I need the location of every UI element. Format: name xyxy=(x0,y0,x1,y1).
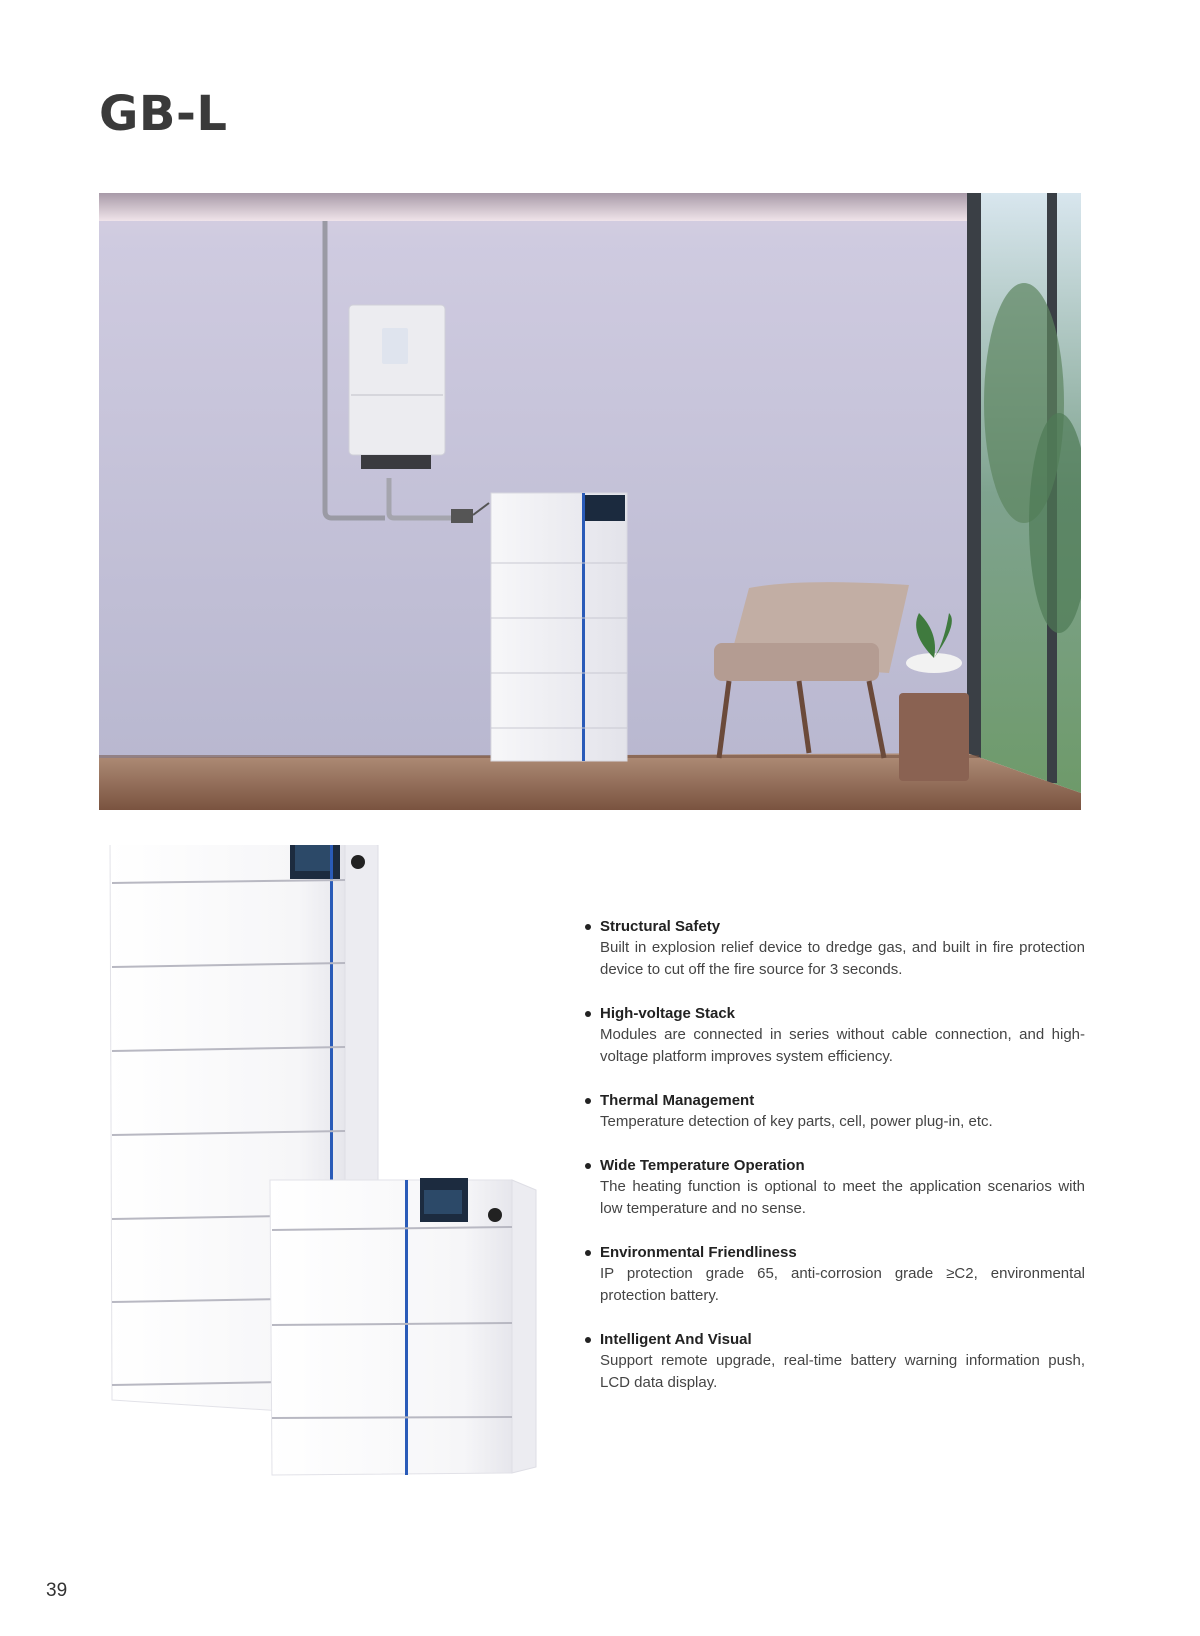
list-item xyxy=(585,1242,1085,1307)
room-installation-image xyxy=(99,193,1081,810)
feature-title: Structural Safety xyxy=(600,918,721,935)
feature-title: High-voltage Stack xyxy=(600,1005,736,1022)
feature-title: Thermal Management xyxy=(600,1092,755,1109)
list-item xyxy=(585,916,1085,981)
page-number: 39 xyxy=(46,1580,68,1601)
feature-title: Environmental Friendliness xyxy=(600,1244,797,1261)
list-item xyxy=(585,1329,1085,1394)
feature-description: Temperature detection of key parts, cell, power plug-in, etc. xyxy=(600,1113,993,1130)
page-title: GB-L xyxy=(99,86,228,142)
feature-description: Modules are connected in series without cable connection, and high-voltage platform improves system efficiency. xyxy=(600,1026,1085,1065)
list-item xyxy=(585,1003,1085,1068)
list-item xyxy=(585,1090,1085,1133)
feature-description: The heating function is optional to meet the application scenarios with low temperature and no sense. xyxy=(600,1178,1085,1217)
feature-description: IP protection grade 65, anti-corrosion grade ≥C2, environmental protection battery. xyxy=(600,1265,1085,1304)
feature-description: Support remote upgrade, real-time battery warning information push, LCD data display. xyxy=(600,1352,1085,1391)
feature-list xyxy=(585,916,1085,1416)
battery-stack-image xyxy=(100,845,550,1515)
feature-title: Intelligent And Visual xyxy=(600,1331,752,1348)
feature-title: Wide Temperature Operation xyxy=(600,1157,805,1174)
list-item xyxy=(585,1155,1085,1220)
feature-description: Built in explosion relief device to dredge gas, and built in fire protection device to cut off the fire source for 3 seconds. xyxy=(600,939,1085,978)
